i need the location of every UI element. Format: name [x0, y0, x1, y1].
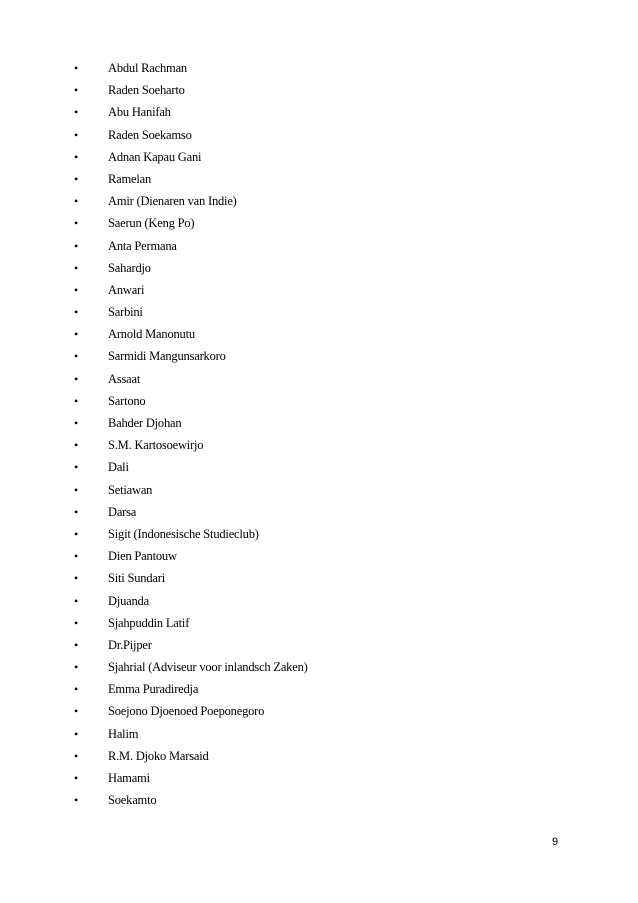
bullet-icon: •: [74, 748, 79, 763]
list-item-text: Sjahpuddin Latif: [108, 615, 190, 630]
list-item-text: Soejono Djoenoed Poeponegoro: [108, 704, 265, 719]
list-item-text: Halim: [108, 726, 139, 741]
bullet-icon: •: [74, 549, 79, 564]
list-item-text: Anwari: [108, 282, 145, 297]
list-item-text: Darsa: [108, 504, 137, 519]
list-item-text: Emma Puradiredja: [108, 682, 199, 697]
list-item-text: S.M. Kartosoewirjo: [108, 438, 204, 453]
list-item-text: Dr.Pijper: [108, 637, 152, 652]
list-item-text: Djuanda: [108, 593, 149, 608]
list-item-text: Sarbini: [108, 305, 143, 320]
list-item-text: Raden Soekamso: [108, 127, 192, 142]
list-item-text: Abdul Rachman: [108, 61, 187, 75]
list-item-text: Sartono: [108, 393, 146, 408]
list-item-text: Raden Soeharto: [108, 83, 185, 98]
bullet-icon: •: [74, 416, 79, 430]
bullet-icon: •: [74, 371, 79, 386]
bullet-icon: •: [74, 571, 79, 586]
bullet-icon: •: [74, 393, 79, 408]
list-item-text: Setiawan: [108, 482, 153, 497]
list-item-text: Ramelan: [108, 171, 152, 186]
bullet-icon: •: [74, 61, 79, 75]
bullet-icon: •: [74, 260, 79, 275]
page-number: 9: [552, 836, 559, 848]
bullet-icon: •: [74, 726, 79, 741]
list-item-text: Dali: [108, 460, 129, 475]
list-item-text: Assaat: [108, 371, 141, 386]
bullet-icon: •: [74, 238, 79, 253]
bullet-icon: •: [74, 127, 79, 142]
bullet-icon: •: [74, 349, 79, 364]
bullet-icon: •: [74, 771, 79, 785]
bullet-icon: •: [74, 83, 79, 98]
list-item-text: Arnold Manonutu: [108, 327, 195, 342]
list-item-text: Dien Pantouw: [108, 549, 177, 564]
bullet-icon: •: [74, 216, 79, 231]
bullet-icon: •: [74, 637, 79, 652]
bullet-icon: •: [74, 460, 79, 475]
list-item-text: Adnan Kapau Gani: [108, 149, 202, 164]
bullet-icon: •: [74, 149, 79, 164]
bullet-icon: •: [74, 305, 79, 320]
bullet-icon: •: [74, 526, 79, 541]
list-item-text: Siti Sundari: [108, 571, 165, 586]
bullet-icon: •: [74, 171, 79, 186]
list-item-text: Soekamto: [108, 793, 157, 808]
list-item-text: R.M. Djoko Marsaid: [108, 748, 209, 763]
bullet-icon: •: [74, 327, 79, 342]
bullet-icon: •: [74, 615, 79, 630]
list-item-text: Amir (Dienaren van Indie): [108, 194, 237, 209]
list-item-text: Sarmidi Mangunsarkoro: [108, 349, 226, 364]
list-item-text: Bahder Djohan: [108, 416, 182, 430]
bullet-icon: •: [74, 682, 79, 697]
list-item-text: Sahardjo: [108, 260, 151, 275]
list-item-text: Sjahrial (Adviseur voor inlandsch Zaken): [108, 660, 308, 675]
bullet-icon: •: [74, 194, 79, 209]
list-item-text: Abu Hanifah: [108, 105, 171, 120]
list-item-text: Anta Permana: [108, 238, 177, 253]
bullet-icon: •: [74, 660, 79, 675]
bullet-icon: •: [74, 482, 79, 497]
list-item-text: Saerun (Keng Po): [108, 216, 195, 231]
list-item-text: Sigit (Indonesische Studieclub): [108, 526, 259, 541]
bullet-icon: •: [74, 438, 79, 453]
bullet-icon: •: [74, 704, 79, 719]
bullet-icon: •: [74, 105, 79, 120]
bullet-icon: •: [74, 593, 79, 608]
list-item-text: Hamami: [108, 771, 150, 785]
bullet-icon: •: [74, 504, 79, 519]
bullet-icon: •: [74, 793, 79, 808]
bullet-icon: •: [74, 282, 79, 297]
